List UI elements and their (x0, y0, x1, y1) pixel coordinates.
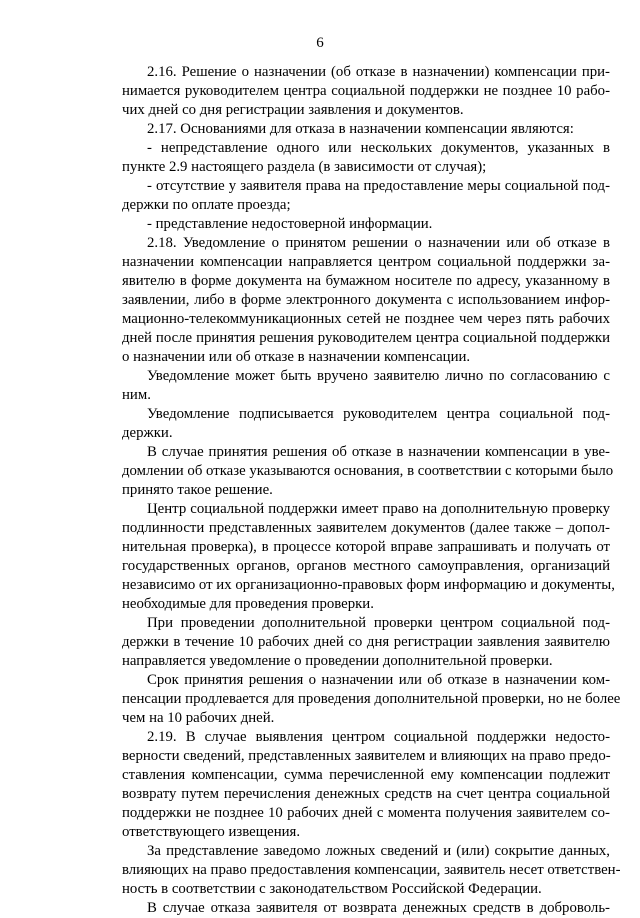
text-line: В случае отказа заявителя от возврата денежных средств в доброволь- (147, 900, 610, 916)
text-line: Уведомление подписывается руководителем центра социальной под- (147, 406, 610, 422)
text-line: ответствующего извещения. (122, 824, 301, 840)
text-line: 2.17. Основаниями для отказа в назначении компенсации являются: (147, 121, 574, 137)
text-line: держки по оплате проезда; (122, 197, 291, 213)
text-line: 2.16. Решение о назначении (об отказе в назначении) компенсации при- (147, 64, 610, 80)
text-line: В случае принятия решения об отказе в назначении компенсации в уве- (147, 444, 610, 460)
text-line: держки в течение 10 рабочих дней со дня регистрации заявления заявителю (122, 634, 610, 650)
text-line: чем на 10 рабочих дней. (122, 710, 275, 726)
text-line: пункте 2.9 настоящего раздела (в зависимости от случая); (122, 159, 487, 175)
text-line: Срок принятия решения о назначении или об отказе в назначении ком- (147, 672, 610, 688)
text-line: ним. (122, 387, 151, 403)
text-line: верности сведений, представленных заявителем и влияющих на право предо- (122, 748, 611, 764)
text-line: направляется уведомление о проведении дополнительной проверки. (122, 653, 553, 669)
text-line: - представление недостоверной информации. (147, 216, 433, 232)
text-line: государственных органов, органов местного самоуправления, организаций (122, 558, 610, 574)
text-line: 2.18. Уведомление о принятом решении о назначении или об отказе в (147, 235, 610, 251)
text-line: назначении компенсации направляется центром социальной поддержки за- (122, 254, 610, 270)
text-line: дней после принятия решения руководителем центра социальной поддержки (122, 330, 610, 346)
text-line: - непредставление одного или нескольких документов, указанных в (147, 140, 610, 156)
text-line: держки. (122, 425, 173, 441)
text-line: мационно-телекоммуникационных сетей не позднее чем через пять рабочих (122, 311, 610, 327)
text-line: 2.19. В случае выявления центром социальной поддержки недосто- (147, 729, 610, 745)
text-line: принято такое решение. (122, 482, 273, 498)
text-line: За представление заведомо ложных сведений и (или) сокрытие данных, (147, 843, 610, 859)
text-line: При проведении дополнительной проверки центром социальной под- (147, 615, 610, 631)
text-line: заявлении, либо в форме электронного документа с использованием инфор- (122, 292, 610, 308)
text-line: явителю в форме документа на бумажном носителе по адресу, указанному в (122, 273, 610, 289)
text-line: Уведомление может быть вручено заявителю лично по согласованию с (147, 368, 610, 384)
text-line: необходимые для проведения проверки. (122, 596, 374, 612)
text-line: нимается руководителем центра социальной поддержки не позднее 10 рабо- (122, 83, 610, 99)
text-line: о назначении или об отказе в назначении компенсации. (122, 349, 471, 365)
text-line: Центр социальной поддержки имеет право на дополнительную проверку (147, 501, 610, 517)
text-line: подлинности представленных заявителем документов (далее также – допол- (122, 520, 610, 536)
text-line: влияющих на право предоставления компенсации, заявитель несет ответствен- (122, 862, 621, 878)
text-line: ставления компенсации, сумма перечисленной ему компенсации подлежит (122, 767, 610, 783)
text-line: независимо от их организационно-правовых форм информацию и документы, (122, 577, 615, 593)
text-line: пенсации продлевается для проведения дополнительной проверки, но не более (122, 691, 621, 707)
page-number: 6 (316, 35, 324, 51)
text-line: ность в соответствии с законодательством Российской Федерации. (122, 881, 542, 897)
document-body (122, 63, 621, 918)
text-line: домлении об отказе указываются основания, в соответствии с которыми было (122, 463, 614, 479)
text-line: поддержки не позднее 10 рабочих дней с момента получения заявителем со- (122, 805, 610, 821)
text-line: возврату путем перечисления денежных средств на счет центра социальной (122, 786, 610, 802)
text-line: нительная проверка), в процессе которой вправе запрашивать и получать от (122, 539, 610, 555)
text-line: чих дней со дня регистрации заявления и документов. (122, 102, 464, 118)
text-line: - отсутствие у заявителя права на предоставление меры социальной под- (147, 178, 610, 194)
